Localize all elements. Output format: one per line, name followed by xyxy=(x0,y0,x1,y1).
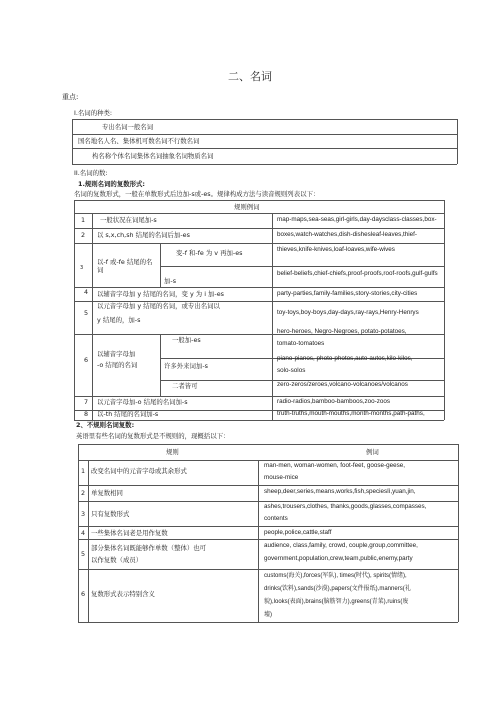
irr-row-1-rule: 改变名词中的元音字母或其余形式 xyxy=(91,467,187,475)
irregular-plural-heading: 2、不规则名词复数: xyxy=(76,421,135,429)
row-2-num: 2 xyxy=(81,231,86,239)
irr-row-2-num: 2 xyxy=(81,489,86,497)
irr-row-6-examples-line4: 墟) xyxy=(264,612,272,618)
row-5-rule-line2: y 结尾的，加-s xyxy=(97,316,141,324)
row-8-rule: 以-th 结尾的名词加-s xyxy=(97,410,159,418)
row-5-rule: 以元音字母加 y 结尾的名词，或专出名词以 xyxy=(97,302,220,310)
row-3b-examples: belief-beliefs,chief-chiefs,proof-proofs,roof-roofs,gulf-gulfs xyxy=(277,270,438,277)
row-4-num: 4 xyxy=(84,288,89,296)
regular-plural-intro: 名词的复数形式，一般在单数形式后边加-s或-es。规律构成方法与读音规则列表以下： xyxy=(74,190,320,198)
key-points-label: 重点: xyxy=(62,93,79,101)
row-3a-examples: thieves,knife-knives,loaf-loaves,wife-wives xyxy=(277,246,395,253)
row-6-num: 6 xyxy=(84,356,89,364)
irr-row-6-num: 6 xyxy=(81,590,86,598)
noun-types-row-1: 专出名词一般名词 xyxy=(102,123,154,131)
row-3-num: 3 xyxy=(80,265,84,271)
irr-row-3-examples-line2: contents xyxy=(264,515,288,522)
row-6a-rule: 一般加-es xyxy=(172,336,201,344)
row-1-rule: 一般状况在词尾加-s xyxy=(100,216,157,224)
irr-row-3-examples: ashes,trousers,clothes, thanks,goods,glasses,compasses, xyxy=(264,503,427,510)
irr-row-6-examples-line3: 貌),looks(表面),brains(脑筋智力),greens(青菜),ruins(废 xyxy=(264,599,409,605)
row-5-num: 5 xyxy=(84,309,89,317)
regular-table-header: 规则例词 xyxy=(234,203,260,211)
row-4-examples: party-parties,family-families,story-stories,city-cities xyxy=(277,290,418,297)
row-6a-examples: hero-heroes, Negro-Negroes, potato-potatoes, xyxy=(277,328,407,335)
row-6-rule-line2: -o 结尾的名词 xyxy=(97,361,138,369)
irr-row-5-rule-line2: 以作复数（成员） xyxy=(91,556,143,564)
irr-row-5-rule: 部分集体名词既能够作单数（整体）也可 xyxy=(91,544,207,552)
irr-row-1-examples-line2: mouse-mice xyxy=(264,474,299,481)
row-3a-rule: 变-f 和-fe 为 v 再加-es xyxy=(176,249,243,257)
row-6c-rule: 二者皆可 xyxy=(172,382,198,390)
row-6c-examples: zero-zeros/zeroes,volcano-volcanoes/volcanos xyxy=(277,381,408,388)
row-6b-examples: piano-pianos, photo-photos,auto-autos,kilo-kilos, xyxy=(277,355,413,362)
irr-row-3-rule: 只有复数形式 xyxy=(91,510,130,518)
noun-types-row-3: 构名称个体名词集体名词抽象名词物质名词 xyxy=(92,152,214,160)
page-title: 二、名词 xyxy=(228,70,272,83)
irr-row-1-num: 1 xyxy=(81,467,86,475)
irr-row-4-examples: people,police,cattle,staff xyxy=(264,529,332,536)
noun-types-row-2: 国名地名人名、集体机可数名词不行数名词 xyxy=(78,137,200,145)
section-2-heading: II.名词的数: xyxy=(74,169,108,177)
irr-row-2-examples: sheep,deer,series,means,works,fish,specieslì,yuan,jin, xyxy=(264,488,416,495)
irr-row-1-examples: man-men, woman-women, foot-feet, goose-geese, xyxy=(264,462,406,469)
irregular-plural-intro: 英语里有些名词的复数形式是不规则的，现概括以下： xyxy=(76,432,230,440)
row-3-rule: 以-f 或-fe 结尾的名词 xyxy=(97,258,153,274)
irregular-col-rule: 规则 xyxy=(166,448,179,456)
row-7-examples: radio-radios,bamboo-bamboos,zoo-zoos xyxy=(277,398,391,405)
row-1-num: 1 xyxy=(81,216,86,224)
irr-row-6-examples: customs(海关),forces(军队), times(时代), spirits(情绪), xyxy=(264,573,407,579)
regular-plural-heading: 1.规则名词的复数形式: xyxy=(78,180,145,188)
row-6a-examples-line2: tomato-tomatoes xyxy=(277,340,325,347)
row-2-examples: boxes,watch-watches,dish-dishesleaf-leaves,thief- xyxy=(277,231,417,238)
irr-row-4-num: 4 xyxy=(81,529,86,537)
row-5-examples: toy-toys,boy-boys,day-days,ray-rays,Henry-Henrys xyxy=(277,309,419,316)
irr-row-5-num: 5 xyxy=(81,550,86,558)
row-6b-examples-line2: solo-solos xyxy=(277,367,306,374)
row-1-examples: map-maps,sea-seas,girl-girls,day-daysclass-classes,box- xyxy=(277,216,437,223)
row-3b-rule: 加-s xyxy=(164,277,177,285)
row-2-rule: 以 s,x,ch,sh 结尾的名词后加-es xyxy=(97,231,190,239)
irr-row-3-num: 3 xyxy=(81,510,86,518)
row-8-num: 8 xyxy=(84,410,89,418)
row-7-rule: 以元音字母加-o 结尾的名词加-s xyxy=(97,398,188,406)
irr-row-6-examples-line2: drinks(饮料),sands(沙漠),papers(文件报纸),manners(礼 xyxy=(264,586,411,592)
row-6-rule: 以辅音字母加 xyxy=(97,350,136,358)
irr-row-6-rule: 复数形式表示特别含义 xyxy=(91,590,155,598)
section-1-heading: I.名词的种类: xyxy=(74,109,113,117)
irr-row-5-examples-line2: government,population,crew,team,public,enemy,party xyxy=(264,555,413,562)
irr-row-5-examples: audience, class,family, crowd, couple,group,committee, xyxy=(264,542,418,549)
row-4-rule: 以辅音字母加 y 结尾的名词，变 y 为 i 加-es xyxy=(97,290,224,298)
row-6b-rule: 许多外来词加-s xyxy=(164,362,208,370)
row-7-num: 7 xyxy=(84,398,89,406)
row-8-examples: truth-truths,mouth-mouths,month-months,path-paths, xyxy=(277,410,425,417)
irregular-col-examples: 例词 xyxy=(366,448,379,456)
irr-row-2-rule: 单复数相同 xyxy=(91,489,123,497)
irr-row-4-rule: 一些集体名词老是用作复数 xyxy=(91,529,168,537)
